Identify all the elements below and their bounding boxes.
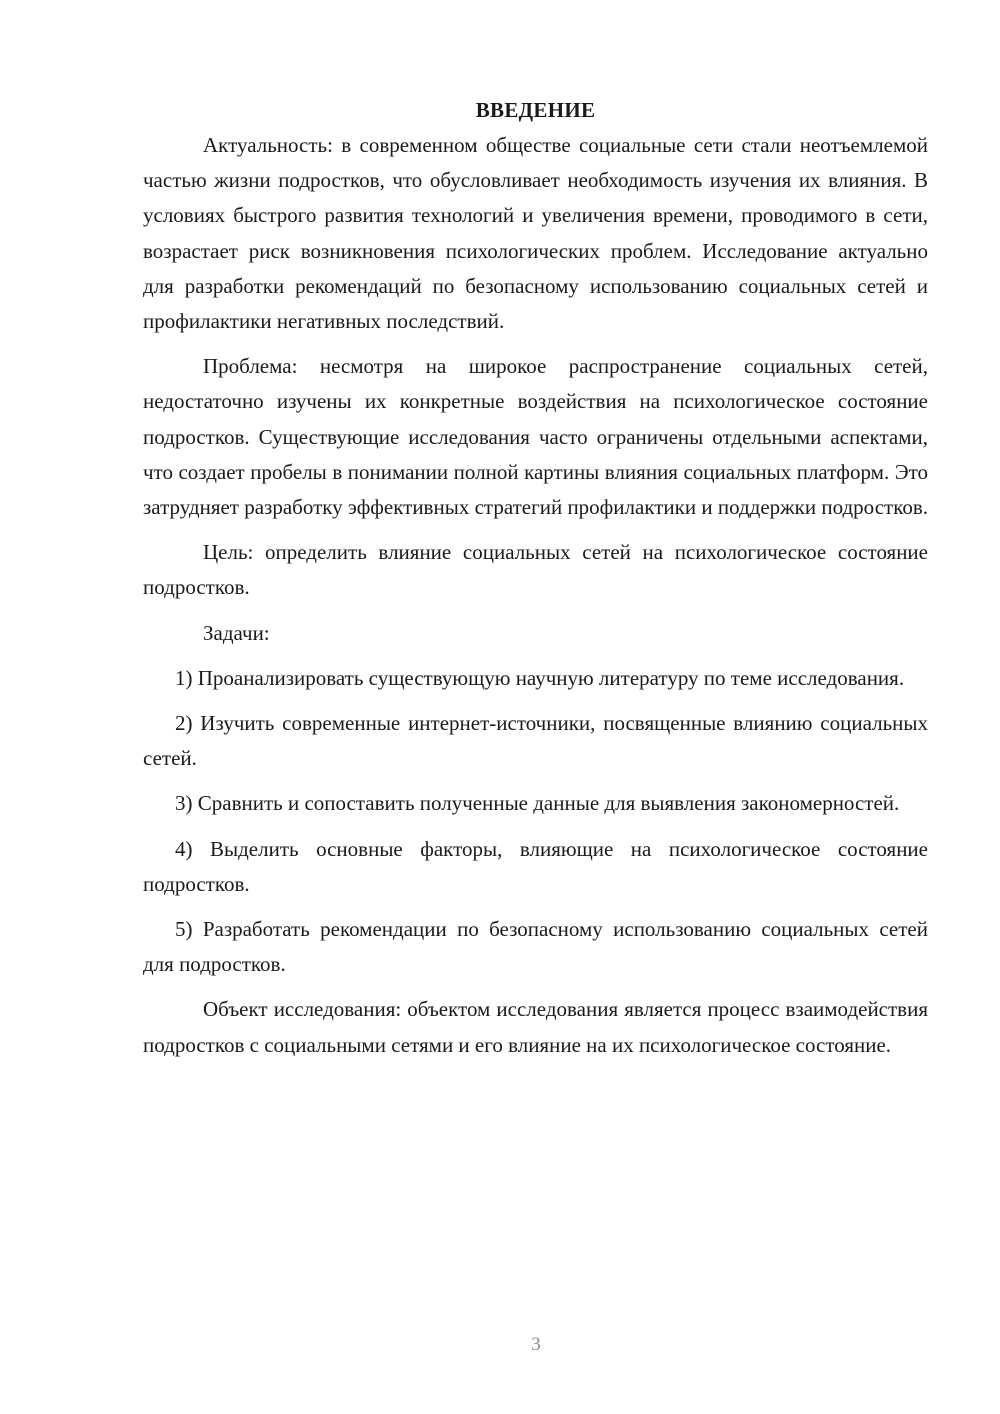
problem-paragraph: Проблема: несмотря на широкое распространение социальных сетей, недостаточно изучены их конкретные воздействия на психологическое состояние подростков. Существующие исследования часто ограничены отдельными аспектами, что создает пробелы в понимании полной картины влияния социальных платформ. Это затрудняет разработку эффективных стратегий профилактики и поддержки подростков. xyxy=(143,354,929,520)
relevance-paragraph: Актуальность: в современном обществе социальные сети стали неотъемлемой частью жизни подростков, что обусловливает необходимость изучения их влияния. В условиях быстрого развития технологий и увеличения времени, проводимого в сети, возрастает риск возникновения психологических проблем. Исследование актуально для разработки рекомендаций по безопасному использованию социальных сетей и профилактики негативных последствий. xyxy=(143,133,928,334)
task-item-4: 4) Выделить основные факторы, влияющие на психологическое состояние подростков. xyxy=(143,836,928,896)
page-number: 3 xyxy=(531,1334,541,1355)
document-page xyxy=(143,92,928,1063)
tasks-label: Задачи: xyxy=(203,620,270,645)
object-paragraph: Объект исследования: объектом исследования является процесс взаимодействия подростков с социальными сетями и его влияние на их психологическое состояние. xyxy=(143,997,928,1057)
task-item-2: 2) Изучить современные интернет-источники, посвященные влиянию социальных сетей. xyxy=(143,711,928,771)
task-item-1: 1) Проанализировать существующую научную литературу по теме исследования. xyxy=(175,665,905,690)
task-item-5: 5) Разработать рекомендации по безопасному использованию социальных сетей для подростков. xyxy=(143,917,928,977)
section-heading: ВВЕДЕНИЕ xyxy=(475,98,596,122)
goal-paragraph: Цель: определить влияние социальных сетей на психологическое состояние подростков. xyxy=(143,540,928,600)
task-item-3: 3) Сравнить и сопоставить полученные данные для выявления закономерностей. xyxy=(175,791,900,816)
